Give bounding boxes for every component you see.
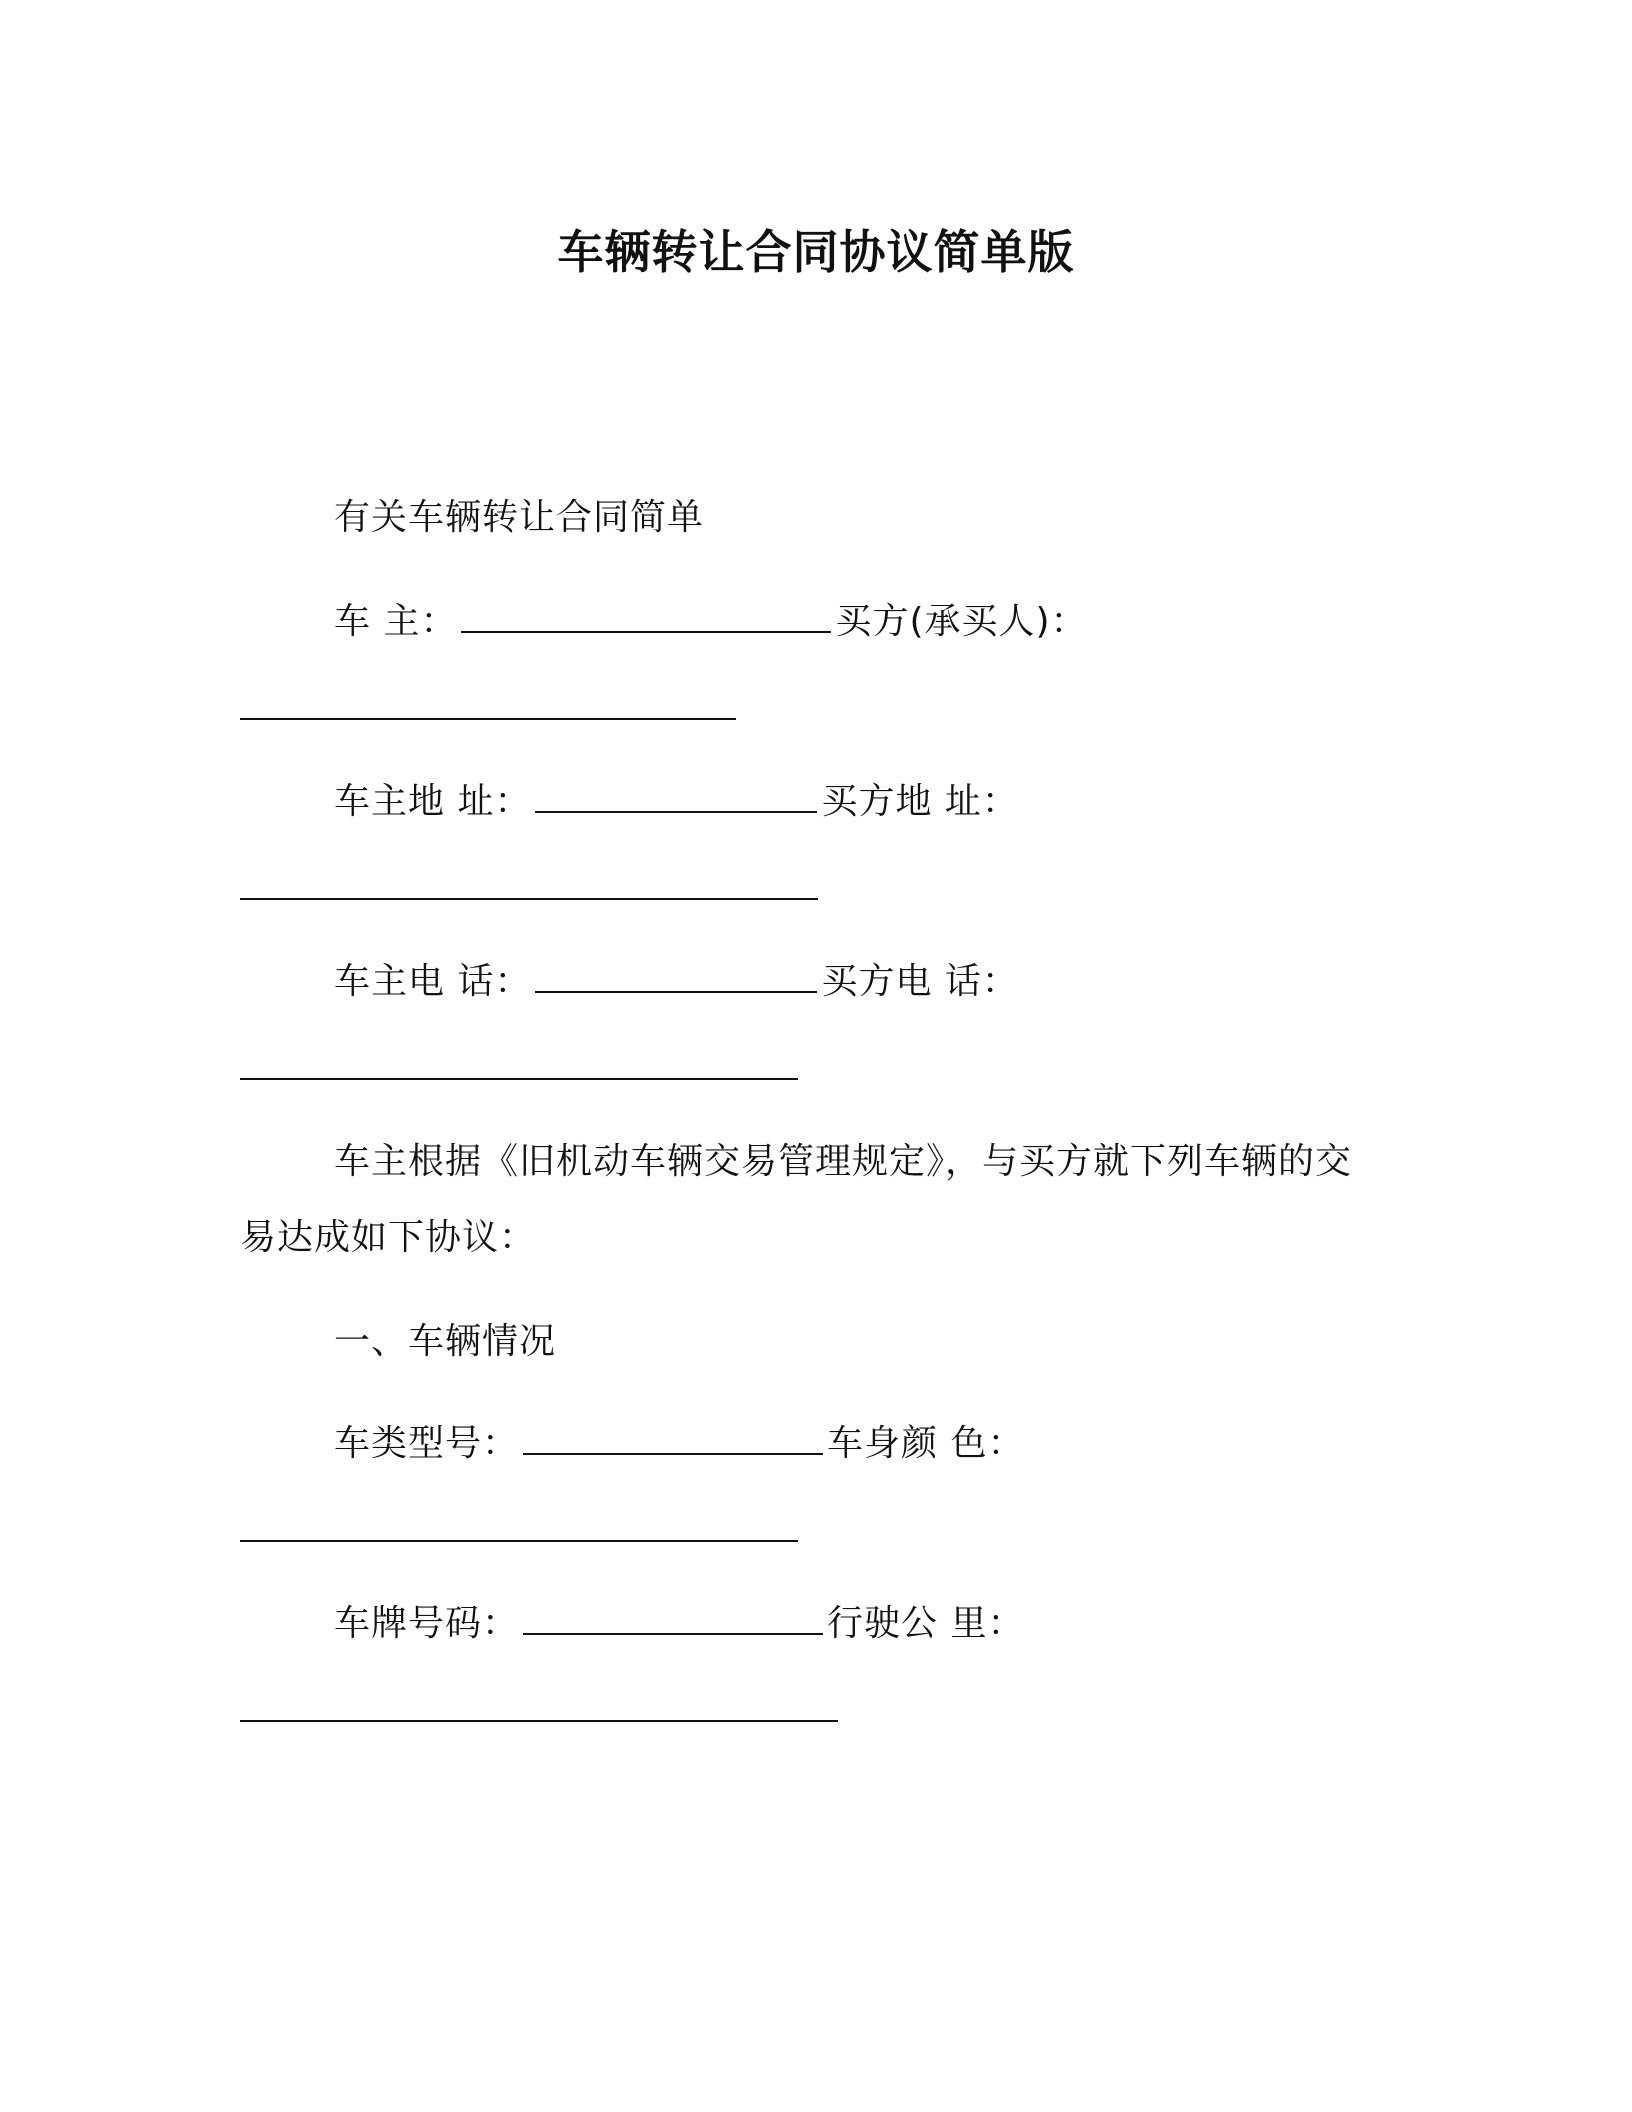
document-title: 车辆转让合同协议简单版 [557, 225, 1075, 279]
address-row [334, 777, 1019, 827]
intro-line-1: 车主根据《旧机动车辆交易管理规定》，与买方就下列车辆的交 [334, 1141, 1353, 1182]
owner-address-label: 车主地 址： [334, 781, 532, 822]
buyer-phone-label: 买方电 话： [821, 961, 1019, 1002]
color-blank[interactable] [240, 1540, 798, 1542]
intro-line-2: 易达成如下协议： [240, 1217, 537, 1258]
plate-label: 车牌号码： [334, 1603, 520, 1644]
owner-label: 车 主： [334, 601, 458, 642]
owner-phone-label: 车主电 话： [334, 961, 532, 1002]
plate-mileage-row [334, 1599, 1024, 1649]
buyer-label: 买方(承买人)： [835, 601, 1088, 642]
color-label: 车身颜 色： [827, 1423, 1025, 1464]
buyer-blank[interactable] [240, 718, 736, 720]
section-1-heading: 一、车辆情况 [334, 1321, 557, 1362]
model-color-row [334, 1419, 1024, 1469]
owner-phone-blank[interactable] [535, 957, 817, 993]
mileage-label: 行驶公 里： [827, 1603, 1025, 1644]
document-subtitle: 有关车辆转让合同简单 [334, 497, 705, 538]
owner-buyer-row [334, 597, 1088, 647]
owner-blank[interactable] [461, 597, 831, 633]
mileage-blank[interactable] [240, 1720, 838, 1722]
phone-row [334, 957, 1019, 1007]
plate-blank[interactable] [523, 1599, 823, 1635]
model-blank[interactable] [523, 1419, 823, 1455]
buyer-address-label: 买方地 址： [821, 781, 1019, 822]
buyer-phone-blank[interactable] [240, 1078, 798, 1080]
owner-address-blank[interactable] [535, 777, 817, 813]
model-label: 车类型号： [334, 1423, 520, 1464]
buyer-address-blank[interactable] [240, 898, 818, 900]
